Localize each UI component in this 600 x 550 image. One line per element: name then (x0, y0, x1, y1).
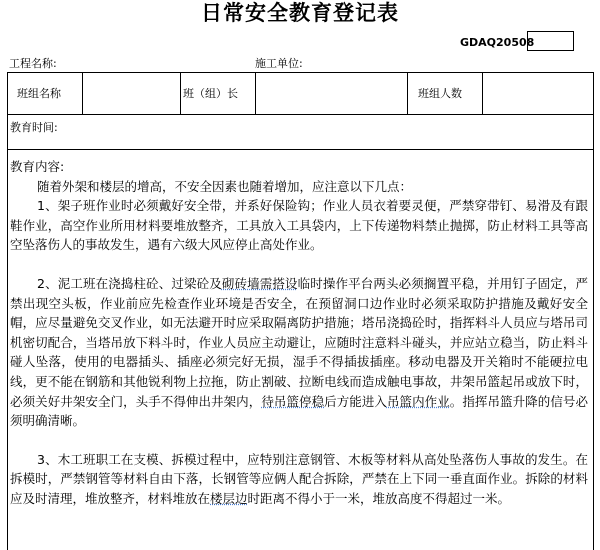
col-divider (407, 72, 408, 114)
education-time-label: 教育时间: (10, 121, 58, 134)
row-divider (7, 114, 594, 115)
education-content (10, 157, 588, 509)
col-divider (482, 72, 483, 114)
col-divider (82, 72, 83, 114)
item-3-carpentry: 3、木工班职工在支模、拆模过程中，应特别注意钢管、木板等材料从高处坠落伤人事故的发生。在拆模时，严禁钢管等材料自由下落，长钢管等应俩人配合拆除，严禁在上下同一垂直面作业。拆除的材料应及时清理，堆放整齐，材料堆放在楼层边时距离不得小于一米，堆放高度不得超过一米。 (10, 451, 588, 506)
content-label: 教育内容: (10, 159, 65, 174)
team-leader-label: 班（组）长 (183, 87, 238, 100)
construction-unit-label: 施工单位: (255, 57, 303, 70)
project-name-label: 工程名称: (9, 57, 57, 70)
doc-code: GDAQ20508 (460, 36, 535, 49)
item-2-masonry: 2、泥工班在浇捣柱砼、过梁砼及砌砖墙需搭设临时操作平台两头必须搁置平稳，并用钉子固定，严禁出现空头板，作业前应先检查作业环境是否安全，在预留洞口边作业时必须采取防护措施及戴好安全帽，应尽量避免交叉作业，如无法避开时应采取隔离防护措施；塔吊浇捣砼时，指挥料斗人员应与塔吊司机密切配合，当塔吊放下料斗时，作业人员应主动避让，应随时注意料斗碰头，并应站立稳当，防止料斗碰人坠落，使用的电器插头、插座必须完好无损，湿手不得插拔插座。移动电器及开关箱时不能硬拉电线，更不能在钢筋和其他锐利物上拉拖，防止割破、拉断电线而造成触电事故，井架吊篮起吊或放下时，必须关好井架安全门，头手不得伸出井架内，待吊篮停稳后方能进入吊篮内作业。指挥吊篮升降的信号必须明确清晰。 (10, 275, 588, 429)
team-name-label: 班组名称 (17, 87, 61, 100)
doc-code-box (527, 31, 574, 51)
col-divider (255, 72, 256, 114)
row-divider (7, 149, 594, 150)
col-divider (180, 72, 181, 114)
form-title: 日常安全教育登记表 (201, 1, 399, 25)
team-count-label: 班组人数 (418, 87, 462, 100)
item-1-scaffolding: 1、架子班作业时必须戴好安全带，并系好保险钩；作业人员衣着要灵便，严禁穿带钉、易滑及有跟鞋作业，高空作业所用材料要堆放整齐，工具放入工具袋内，上下传递物料禁止抛掷，防止材料工具等高空坠落伤人的事故发生，遇有六级大风应停止高处作业。 (10, 198, 588, 253)
intro-paragraph: 随着外架和楼层的增高，不安全因素也随着增加，应注意以下几点： (37, 178, 413, 194)
